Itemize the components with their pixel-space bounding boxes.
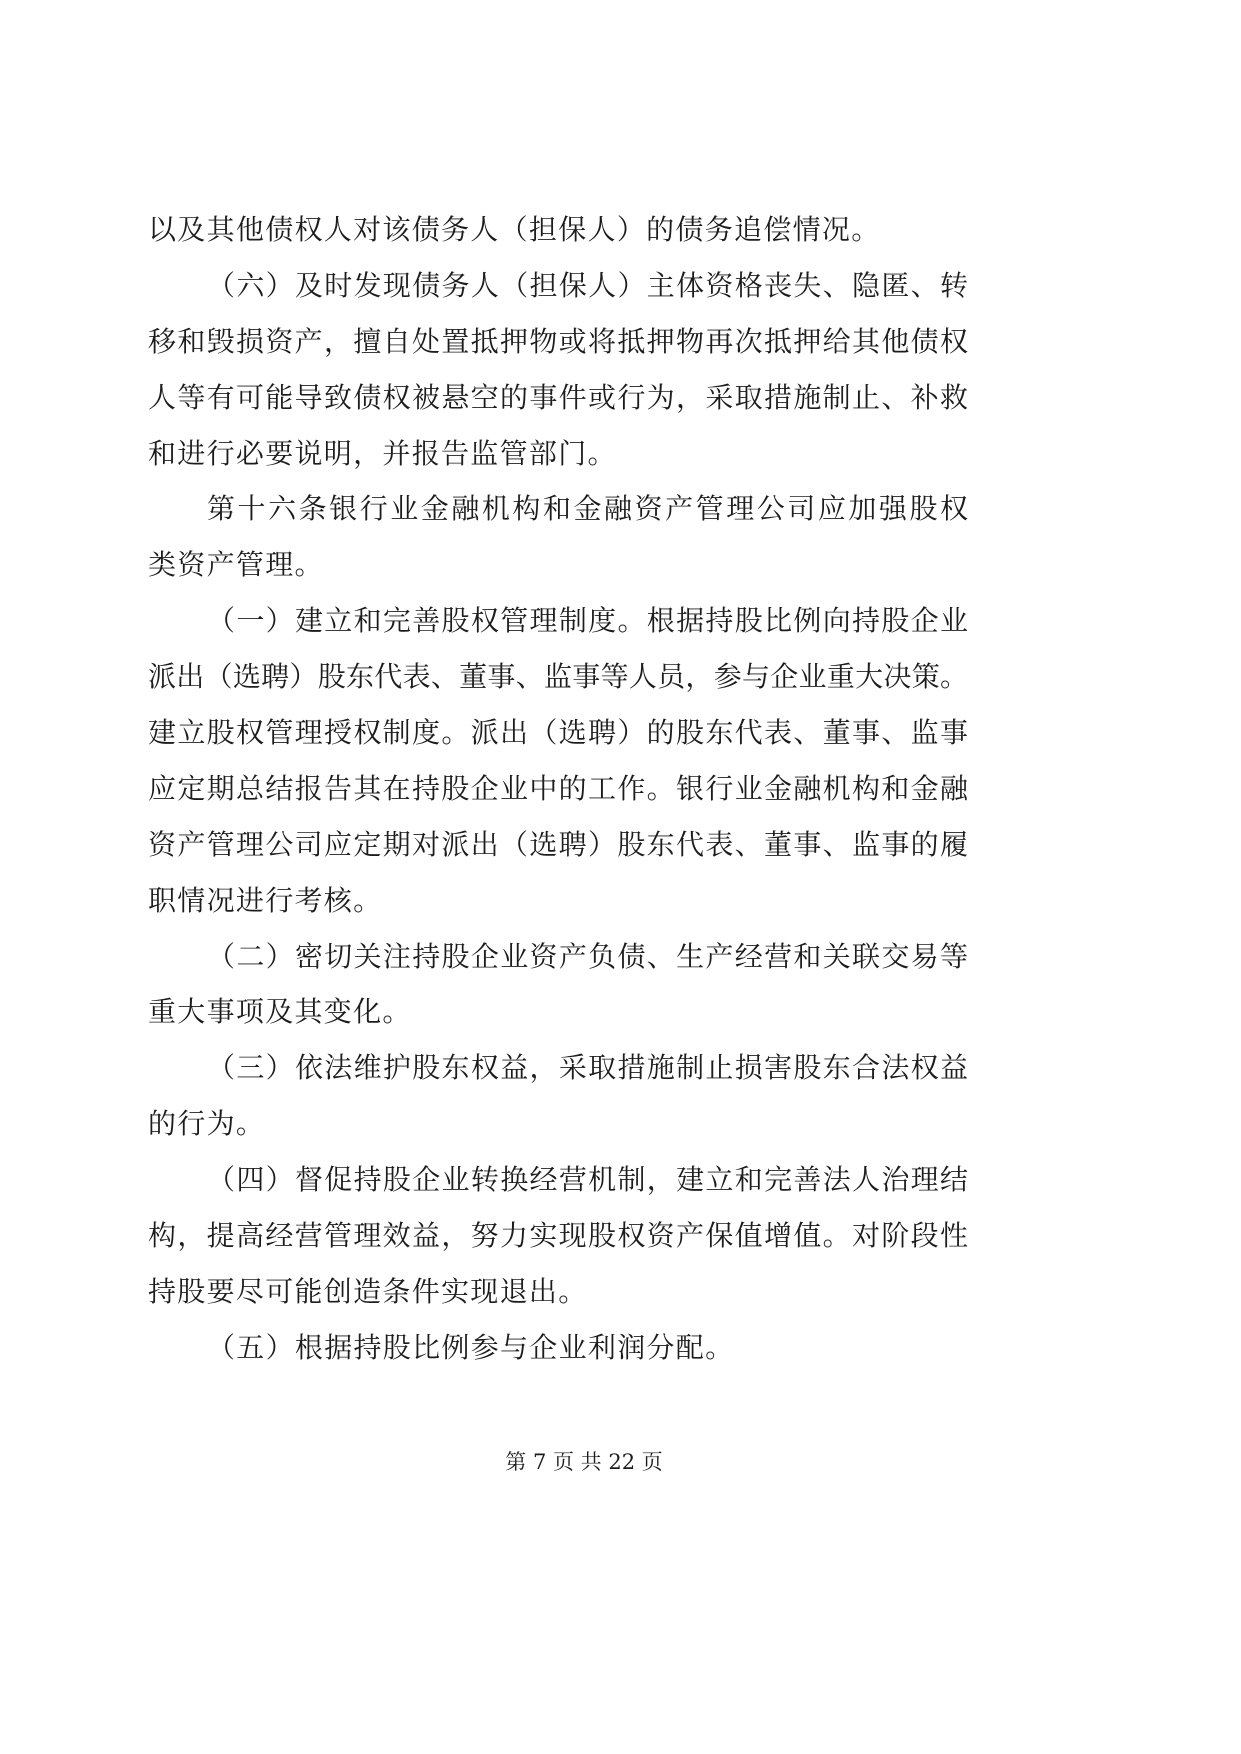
clause-two — [148, 929, 968, 1041]
paragraph-line: 重大事项及其变化。 — [148, 995, 412, 1029]
paragraph-line: （一）建立和完善股权管理制度。根据持股比例向持股企业 — [207, 604, 968, 638]
clause-five — [148, 1320, 968, 1376]
paragraph-line: 构，提高经营管理效益，努力实现股权资产保值增值。对阶段性 — [148, 1219, 968, 1253]
paragraph-line: 和进行必要说明，并报告监管部门。 — [148, 436, 617, 470]
paragraph-line: （四）督促持股企业转换经营机制，建立和完善法人治理结 — [207, 1163, 968, 1197]
paragraph-continuation — [148, 202, 968, 258]
paragraph-line: 的行为。 — [148, 1107, 266, 1141]
clause-three — [148, 1040, 968, 1152]
paragraph-line: 第十六条银行业金融机构和金融资产管理公司应加强股权 — [207, 492, 968, 526]
clause-four — [148, 1152, 968, 1320]
paragraph-line: 持股要尽可能创造条件实现退出。 — [148, 1274, 588, 1308]
paragraph-line: 建立股权管理授权制度。派出（选聘）的股东代表、董事、监事 — [148, 716, 968, 750]
paragraph-line: （六）及时发现债务人（担保人）主体资格丧失、隐匿、转 — [207, 268, 968, 302]
paragraph-line: 资产管理公司应定期对派出（选聘）股东代表、董事、监事的履 — [148, 827, 968, 861]
paragraph-line: （五）根据持股比例参与企业利润分配。 — [207, 1330, 735, 1364]
paragraph-line: 类资产管理。 — [148, 548, 324, 582]
paragraph-line: 以及其他债权人对该债务人（担保人）的债务追偿情况。 — [148, 213, 881, 246]
paragraph-line: （二）密切关注持股企业资产负债、生产经营和关联交易等 — [207, 939, 968, 973]
article-sixteen — [148, 481, 968, 593]
clause-six — [148, 258, 968, 482]
clause-one — [148, 593, 968, 928]
paragraph-line: 应定期总结报告其在持股企业中的工作。银行业金融机构和金融 — [148, 771, 968, 805]
paragraph-line: 职情况进行考核。 — [148, 883, 383, 917]
paragraph-line: 移和毁损资产，擅自处置抵押物或将抵押物再次抵押给其他债权 — [148, 324, 968, 358]
paragraph-line: 派出（选聘）股东代表、董事、监事等人员，参与企业重大决策。 — [148, 660, 968, 694]
page-number-footer: 第 7 页 共 22 页 — [505, 1450, 663, 1474]
body-text — [148, 202, 968, 1376]
paragraph-line: （三）依法维护股东权益，采取措施制止损害股东合法权益 — [207, 1051, 968, 1085]
paragraph-line: 人等有可能导致债权被悬空的事件或行为，采取措施制止、补救 — [148, 380, 968, 414]
